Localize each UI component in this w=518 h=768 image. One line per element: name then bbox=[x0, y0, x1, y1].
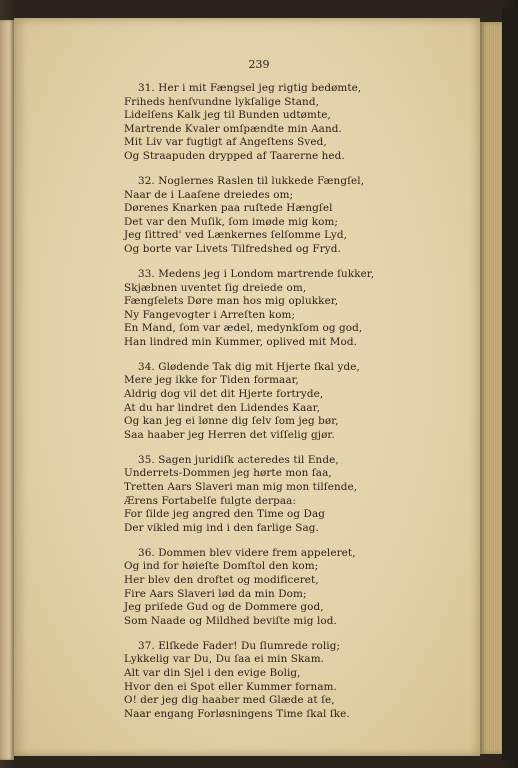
stanza bbox=[124, 267, 375, 350]
verse-line: 35. Sagen juridiſk acteredes til Ende, bbox=[138, 453, 339, 466]
stanza bbox=[124, 547, 354, 629]
verse-line: Naar engang Forløsningens Time ſkal ſke. bbox=[124, 707, 350, 720]
stanza bbox=[124, 640, 354, 722]
verse-line: Og kan jeg ei lønne dig ſelv ſom jeg bør, bbox=[124, 415, 339, 428]
verse-line: Ny Fangevogter i Arreſten kom; bbox=[124, 308, 296, 321]
verse-line: Fire Aars Slaveri lød da min Dom; bbox=[124, 587, 307, 600]
verse-line: O! der jeg dig haaber med Glæde at ſe, bbox=[124, 694, 335, 707]
verse-line: At du har lindret den Lidendes Kaar, bbox=[124, 401, 321, 414]
stanza bbox=[124, 360, 360, 443]
verse-line: Saa haaber jeg Herren det viſſelig gjør. bbox=[124, 428, 335, 441]
verse-line: Dørenes Knarken paa ruſtede Hængſel bbox=[124, 202, 333, 215]
verse-line: Alt var din Sjel i den evige Bolig, bbox=[124, 666, 301, 679]
verse-line: Mere jeg ikke for Tiden formaar, bbox=[124, 374, 299, 387]
verse-line: Og borte var Livets Tilfredshed og Fryd. bbox=[124, 242, 341, 255]
verse-line: 31. Her i mit Fængsel jeg rigtig bedømte, bbox=[138, 82, 362, 94]
verse-line: Underrets-Dommen jeg hørte mon ſaa, bbox=[124, 467, 332, 480]
page-stack-edges bbox=[480, 22, 502, 754]
page-number: 239 bbox=[248, 58, 270, 71]
verse-line: Martrende Kvaler omſpændte min Aand. bbox=[124, 122, 342, 135]
verse-line: Her blev den droftet og modificeret, bbox=[124, 573, 319, 586]
verse-line: Mit Liv var fugtigt af Angeſtens Sved, bbox=[124, 136, 327, 149]
verse-line: 36. Dommen blev videre frem appeleret, bbox=[138, 546, 356, 559]
verse-line: Det var den Muſik, ſom imøde mig kom; bbox=[124, 215, 339, 228]
verse-line: Aldrig dog vil det dit Hjerte fortryde, bbox=[124, 388, 324, 401]
verse-line: Som Naade og Mildhed beviſte mig lod. bbox=[124, 614, 337, 627]
stanza bbox=[124, 82, 362, 164]
verse-line: Tretten Aars Slaveri man mig mon tilſende, bbox=[124, 481, 358, 493]
verse-line: Jeg priſede Gud og de Dommere god, bbox=[124, 601, 324, 614]
verse-line: Hvor den ei Spot eller Kummer fornam. bbox=[124, 680, 337, 693]
verse-line: Jeg ſittred' ved Lænkernes ſelſomme Lyd, bbox=[124, 229, 348, 242]
book-cover-edge bbox=[502, 8, 518, 760]
verse-line: Naar de i Laaſene dreiedes om; bbox=[124, 188, 294, 201]
verse-line: Lykkelig var Du, Du ſaa ei min Skam. bbox=[124, 653, 325, 666]
verse-line: 32. Noglernes Raslen til lukkede Fængſel, bbox=[138, 174, 365, 187]
stanza bbox=[124, 174, 365, 257]
verse-line: Friheds henſvundne lykſalige Stand, bbox=[124, 95, 319, 108]
verse-line: Der vikled mig ind i den farlige Sag. bbox=[124, 521, 319, 534]
verse-line: 34. Glødende Tak dig mit Hjerte ſkal yde, bbox=[138, 360, 360, 373]
poem-text bbox=[124, 82, 375, 733]
verse-line: Ærens Fortabelſe fulgte derpaa: bbox=[124, 494, 297, 507]
verse-line: Fængſelets Døre man hos mig oplukker, bbox=[124, 295, 339, 308]
verse-line: Han lindred min Kummer, oplived mit Mod. bbox=[124, 335, 358, 348]
left-page-edge bbox=[0, 20, 14, 760]
verse-line: 33. Medens jeg i Londom martrende ſukker, bbox=[138, 267, 375, 280]
verse-line: For ſilde jeg angred den Time og Dag bbox=[124, 508, 326, 521]
stanza bbox=[124, 453, 358, 536]
verse-line: Og ind for høieſte Domſtol den kom; bbox=[124, 560, 319, 573]
verse-line: 37. Elſkede Fader! Du ſlumrede rolig; bbox=[138, 639, 341, 652]
verse-line: Lidelſens Kalk jeg til Bunden udtømte, bbox=[124, 109, 331, 122]
verse-line: Skjæbnen uventet ſig dreiede om, bbox=[124, 281, 307, 294]
verse-line: Og Straapuden drypped af Taarerne hed. bbox=[124, 149, 345, 162]
verse-line: En Mand, ſom var ædel, medynkſom og god, bbox=[124, 322, 363, 335]
